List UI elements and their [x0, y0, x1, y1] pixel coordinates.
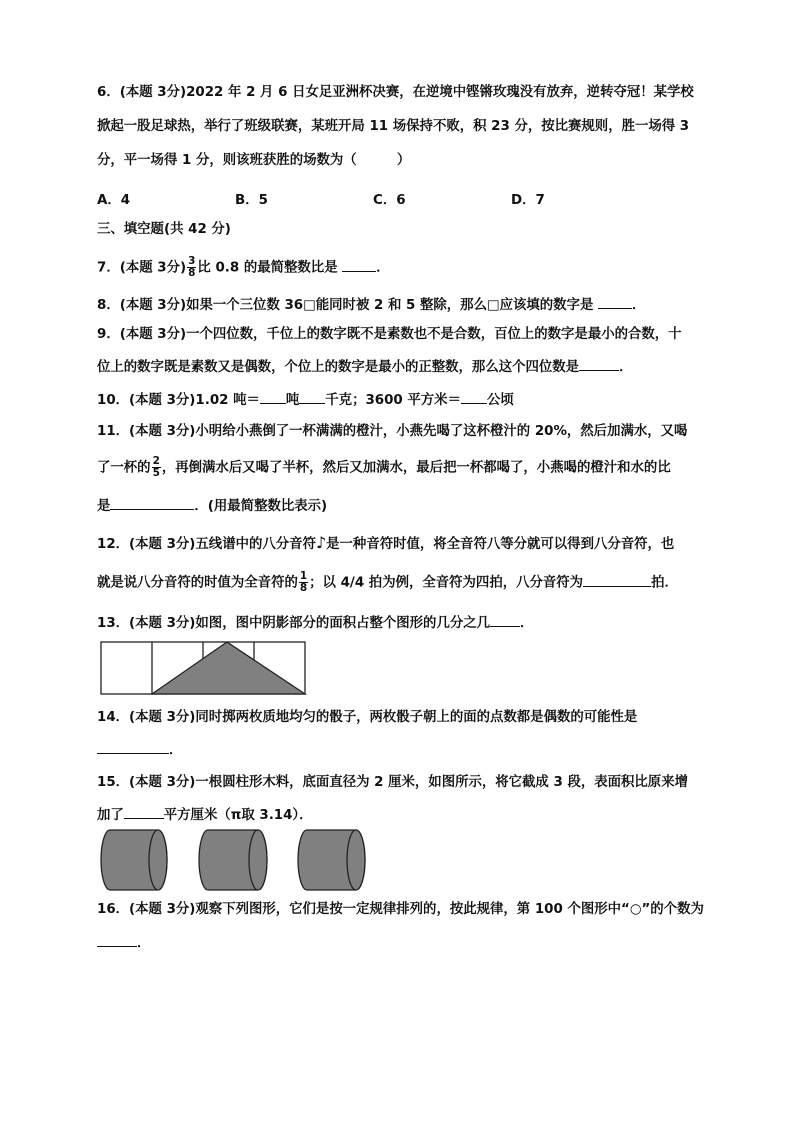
q12-fraction — [299, 571, 308, 594]
q11-line3-a: 是 — [97, 499, 111, 514]
q7 — [97, 256, 390, 279]
q9-line2-text: 位上的数字既是素数又是偶数，个位上的数字是最小的正整数，那么这个四位数是 — [97, 360, 580, 375]
q12-line2-c: 拍． — [651, 575, 678, 591]
q13-text: 13．(本题 3分)如图，图中阴影部分的面积占整个图形的几分之几 — [97, 616, 491, 631]
q15-line2-a: 加了 — [97, 808, 124, 823]
q9-answer-blank[interactable] — [579, 358, 619, 371]
q12-answer-blank[interactable] — [583, 574, 651, 587]
cylinder-piece-3 — [298, 830, 365, 890]
q15-line2-b: 平方厘米（π取 3.14）． — [163, 808, 313, 823]
q6-option-a: A．4 — [97, 193, 131, 208]
q9-end: ． — [619, 360, 633, 375]
q11-line3 — [97, 497, 327, 516]
cylinder-piece-2 — [199, 830, 267, 890]
q7-fraction — [187, 256, 196, 279]
q16-line1: 16．(本题 3分)观察下列图形，它们是按一定规律排列的，按此规律，第 100 个图形中“○”的个数为 — [97, 902, 704, 917]
q12-line1 — [97, 534, 674, 554]
q6-option-c: C．6 — [373, 193, 406, 208]
q6-line2: 掀起一股足球热，举行了班级联赛，某班开局 11 场保持不败，积 23 分，按比赛规则，胜一场得 3 — [97, 119, 690, 134]
q11-frac-den: 5 — [152, 467, 160, 479]
q7-end: ． — [376, 260, 390, 276]
q14-line2 — [97, 741, 182, 760]
q10-part3: 千克；3600 平方米＝ — [325, 393, 461, 408]
q13-figure — [99, 640, 309, 698]
q12-line2-a: 就是说八分音符的时值为全音符的 — [97, 575, 298, 591]
q11-line2 — [97, 456, 671, 481]
q6-option-d: D．7 — [511, 193, 545, 208]
q7-text: 比 0.8 的最简整数比是 — [197, 260, 343, 276]
q9-line1: 9．(本题 3分)一个四位数，千位上的数字既不是素数也不是合数，百位上的数字是最小的合数，十 — [97, 327, 682, 342]
q8-answer-blank[interactable] — [598, 296, 632, 309]
q15-line2 — [97, 806, 313, 825]
q11-line3-b: ．(用最简整数比表示) — [194, 499, 328, 514]
q8-end: ． — [632, 298, 646, 313]
q15-line1: 15．(本题 3分)一根圆柱形木料，底面直径为 2 厘米，如图所示，将它截成 3 段，表面积比原来增 — [97, 775, 688, 790]
q7-frac-num: 3 — [188, 255, 196, 267]
q8-text: 8．(本题 3分)如果一个三位数 36□能同时被 2 和 5 整除，那么□应该填的数字是 — [97, 298, 599, 313]
q11-answer-blank[interactable] — [110, 497, 194, 510]
q6-line3: 分，平一场得 1 分，则该班获胜的场数为（ ） — [97, 153, 411, 168]
eighth-note-icon: ♪ — [315, 533, 327, 552]
q10-blank-3[interactable] — [461, 391, 487, 404]
q16-end: ． — [137, 936, 151, 951]
q15-figure — [98, 828, 373, 892]
q11-frac-num: 2 — [152, 455, 160, 467]
section-title: 三、填空题(共 42 分) — [97, 222, 231, 237]
q11-line2-b: ，再倒满水后又喝了半杯，然后又加满水，最后把一杯都喝了，小燕喝的橙汁和水的比 — [161, 460, 671, 476]
q12-line2 — [97, 571, 678, 596]
q7-frac-den: 8 — [188, 267, 196, 279]
q13 — [97, 614, 533, 633]
q10-part1: 10．(本题 3分)1.02 吨＝ — [97, 393, 260, 408]
q12-line1-b: 是一种音符时值，将全音符八等分就可以得到八分音符，也 — [326, 537, 675, 552]
cylinder-piece-1 — [101, 830, 167, 890]
q10 — [97, 391, 514, 410]
q12-frac-num: 1 — [299, 570, 308, 582]
q7-prefix: 7．(本题 3分) — [97, 260, 187, 276]
q10-blank-2[interactable] — [299, 391, 325, 404]
q14-line1: 14．(本题 3分)同时掷两枚质地均匀的骰子，两枚骰子朝上的面的点数都是偶数的可能性是 — [97, 710, 638, 725]
q6-line1: 6．(本题 3分)2022 年 2 月 6 日女足亚洲杯决赛，在逆境中铿锵玫瑰没有放弃，逆转夺冠！某学校 — [97, 85, 694, 100]
q13-end: ． — [520, 616, 534, 631]
q9-line2 — [97, 358, 632, 377]
q10-part2: 吨 — [285, 393, 300, 408]
q12-line1-a: 12．(本题 3分)五线谱中的八分音符 — [97, 537, 316, 552]
q8 — [97, 296, 645, 315]
q10-part4: 公顷 — [486, 393, 514, 408]
q11-line1: 11．(本题 3分)小明给小燕倒了一杯满满的橙汁，小燕先喝了这杯橙汁的 20%，然后加满水，又喝 — [97, 424, 688, 439]
q11-line2-a: 了一杯的 — [97, 460, 151, 476]
q13-answer-blank[interactable] — [490, 614, 520, 627]
q16-line2 — [97, 934, 150, 953]
q16-answer-blank[interactable] — [97, 934, 137, 947]
q14-end: ． — [169, 743, 183, 758]
q11-fraction — [152, 456, 161, 479]
q14-answer-blank[interactable] — [97, 741, 169, 754]
q7-answer-blank[interactable] — [342, 259, 376, 272]
q15-answer-blank[interactable] — [124, 806, 164, 819]
q10-blank-1[interactable] — [260, 391, 286, 404]
q12-frac-den: 8 — [299, 582, 308, 594]
q12-line2-b: ；以 4/4 拍为例，全音符为四拍，八分音符为 — [309, 575, 584, 591]
q6-option-b: B．5 — [235, 193, 268, 208]
